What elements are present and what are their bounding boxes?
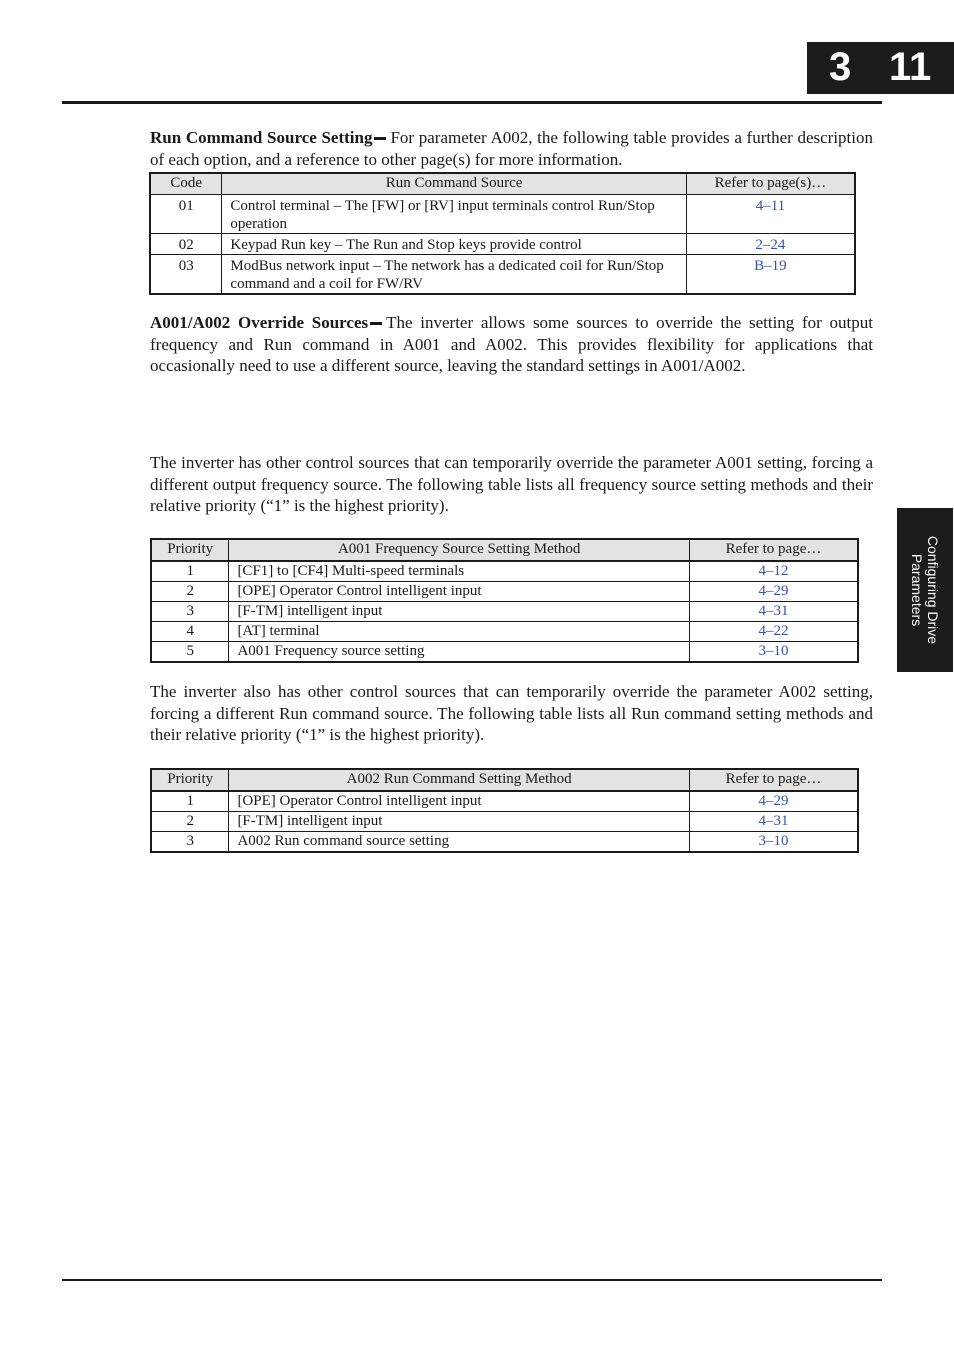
run-command-priority-table bbox=[150, 768, 859, 853]
page-reference-link[interactable]: 4–22 bbox=[689, 622, 858, 642]
method-cell: [F-TM] intelligent input bbox=[229, 812, 689, 832]
code-cell: 03 bbox=[150, 255, 222, 295]
column-header: A002 Run Command Setting Method bbox=[229, 769, 689, 791]
priority-cell: 1 bbox=[151, 791, 229, 812]
table-row bbox=[151, 582, 858, 602]
table-row bbox=[151, 791, 858, 812]
column-header: Refer to page(s)… bbox=[686, 173, 855, 195]
page-reference-link[interactable]: B–19 bbox=[686, 255, 855, 295]
method-cell: [OPE] Operator Control intelligent input bbox=[229, 791, 689, 812]
table-row bbox=[151, 622, 858, 642]
table-row bbox=[151, 602, 858, 622]
table-row bbox=[151, 812, 858, 832]
override-sources-paragraph bbox=[150, 312, 873, 377]
column-header: Refer to page… bbox=[689, 539, 858, 561]
page-reference-link[interactable]: 3–10 bbox=[689, 832, 858, 853]
side-tab-line-1: Configuring Drive bbox=[925, 535, 941, 645]
page-reference-link[interactable]: 4–31 bbox=[689, 602, 858, 622]
table-row bbox=[151, 561, 858, 582]
section-text-override-sources: The inverter allows some sources to override the setting for output frequency and Run command in A001 and A002. This provides flexibility for applications that occasionally need to use a different source, leaving the standard settings in A001/A002. bbox=[150, 313, 873, 375]
column-header: Run Command Source bbox=[222, 173, 686, 195]
chapter-side-tab bbox=[897, 508, 953, 672]
priority-cell: 2 bbox=[151, 812, 229, 832]
section-text-run-command: For parameter A002, the following table provides a further description of each option, and a reference to other page(s) for more information. bbox=[150, 128, 873, 169]
priority-cell: 3 bbox=[151, 602, 229, 622]
page-reference-link[interactable]: 4–29 bbox=[689, 791, 858, 812]
column-header: A001 Frequency Source Setting Method bbox=[229, 539, 689, 561]
table-header-row bbox=[151, 769, 858, 791]
method-cell: [F-TM] intelligent input bbox=[229, 602, 689, 622]
table-row bbox=[150, 255, 855, 295]
section-heading-run-command: Run Command Source Setting bbox=[150, 128, 373, 147]
column-header: Priority bbox=[151, 539, 229, 561]
page-reference-link[interactable]: 4–12 bbox=[689, 561, 858, 582]
heading-dash bbox=[370, 322, 382, 325]
chapter-number: 3 bbox=[829, 45, 852, 89]
run-command-override-paragraph: The inverter also has other control sources that can temporarily override the parameter A002 setting, forcing a different Run command source. The following table lists all Run command setting methods and their relative priority (“1” is the highest priority). bbox=[150, 682, 873, 744]
page-reference-link[interactable]: 4–29 bbox=[689, 582, 858, 602]
page-number-badge bbox=[807, 42, 954, 94]
table-row bbox=[151, 832, 858, 853]
code-cell: 02 bbox=[150, 234, 222, 255]
method-cell: [AT] terminal bbox=[229, 622, 689, 642]
method-cell: [OPE] Operator Control intelligent input bbox=[229, 582, 689, 602]
table-header-row bbox=[151, 539, 858, 561]
frequency-source-priority-table bbox=[150, 538, 859, 663]
page-reference-link[interactable]: 3–10 bbox=[689, 642, 858, 663]
table-header-row bbox=[150, 173, 855, 195]
method-cell: [CF1] to [CF4] Multi-speed terminals bbox=[229, 561, 689, 582]
table-row bbox=[150, 234, 855, 255]
table-row bbox=[150, 195, 855, 234]
code-cell: 01 bbox=[150, 195, 222, 234]
description-cell: ModBus network input – The network has a dedicated coil for Run/Stop command and a coil for FW/RV bbox=[222, 255, 686, 295]
column-header: Priority bbox=[151, 769, 229, 791]
table-row bbox=[151, 642, 858, 663]
priority-cell: 3 bbox=[151, 832, 229, 853]
page-reference-link[interactable]: 4–11 bbox=[686, 195, 855, 234]
column-header: Refer to page… bbox=[689, 769, 858, 791]
run-command-source-paragraph bbox=[150, 127, 873, 170]
description-cell: Keypad Run key – The Run and Stop keys provide control bbox=[222, 234, 686, 255]
column-header: Code bbox=[150, 173, 222, 195]
method-cell: A001 Frequency source setting bbox=[229, 642, 689, 663]
heading-dash bbox=[374, 137, 386, 140]
priority-cell: 2 bbox=[151, 582, 229, 602]
method-cell: A002 Run command source setting bbox=[229, 832, 689, 853]
frequency-override-paragraph: The inverter has other control sources that can temporarily override the parameter A001 setting, forcing a different output frequency source. The following table lists all frequency source setting methods and their relative priority (“1” is the highest priority). bbox=[150, 453, 873, 515]
page-reference-link[interactable]: 4–31 bbox=[689, 812, 858, 832]
page-reference-link[interactable]: 2–24 bbox=[686, 234, 855, 255]
run-command-source-table bbox=[149, 172, 856, 295]
header-rule bbox=[62, 101, 882, 104]
description-cell: Control terminal – The [FW] or [RV] input terminals control Run/Stop operation bbox=[222, 195, 686, 234]
section-heading-override-sources: A001/A002 Override Sources bbox=[150, 313, 369, 332]
side-tab-line-2: Parameters bbox=[909, 553, 925, 627]
page-number: 11 bbox=[889, 45, 932, 89]
priority-cell: 4 bbox=[151, 622, 229, 642]
priority-cell: 5 bbox=[151, 642, 229, 663]
priority-cell: 1 bbox=[151, 561, 229, 582]
footer-rule bbox=[62, 1279, 882, 1281]
